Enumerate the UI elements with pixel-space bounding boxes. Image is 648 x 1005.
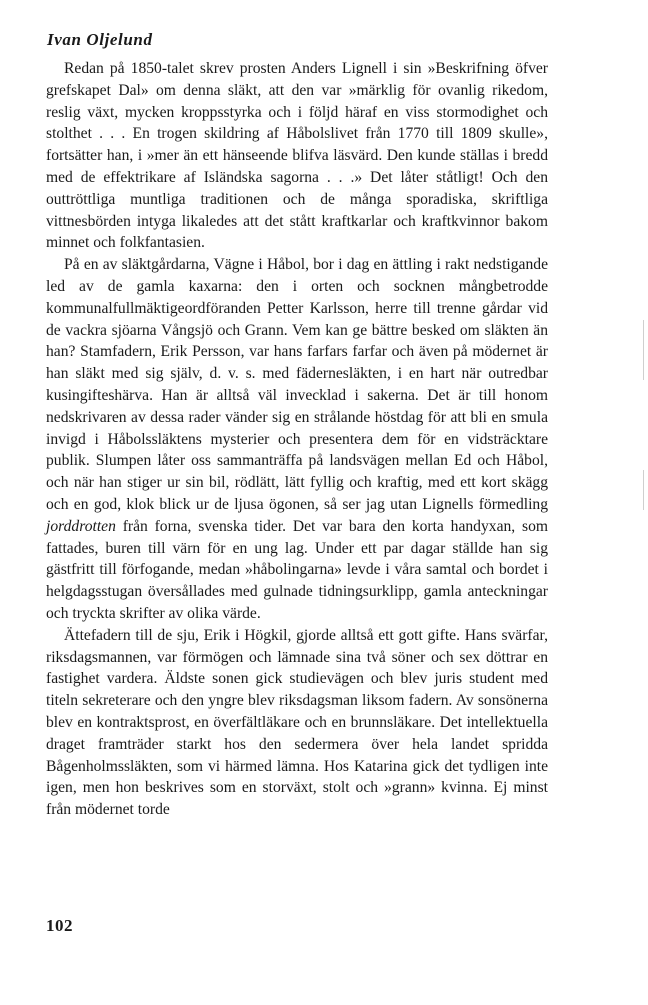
paragraph-2-italic-word: jorddrotten: [46, 517, 116, 535]
paragraph-1: Redan på 1850-talet skrev prosten Anders Lignell i sin »Beskrifning öfver grefskapet Dal» om denna släkt, att den var »märklig för ovanlig rikedom, reslig växt, mycken kroppsstyrka och i följd häraf en viss stormodighet och stolthet . . . En trogen skildring af Håbolslivet från 1770 till 1809 skulle», fortsätter han, i »mer än ett hänseende blifva läsvärd. Den kunde ställas i bredd med de effektrikare af Isländska sagorna . . .» Det låter ståtligt! Och den outtröttliga muntliga traditionen och de många sporadiska, skriftliga vittnesbörden intyga likaledes att det stått kraftkarlar och kraftkvinnor bakom minnet och folkfantasien.: [46, 60, 548, 252]
paragraph-2-text-before: På en av släktgårdarna, Vägne i Håbol, bor i dag en ättling i rakt nedstigande led av de gamla kaxarna: den i orten och socknen mångbetrodde kommunalfullmäktigeordföranden Petter Karlsson, herre till trenne gårdar vid de vackra sjöarna Vångsjö och Grann. Vem kan ge bättre besked om släkten än han? Stamfadern, Erik Persson, var hans farfars farfar och även på mödernet är han släkt med sig själv, d. v. s. med fädernesläkten, i en hart när outredbar kusingifteshärva. Han är alltså väl invecklad i sakerna. Det är till honom nedskrivaren av dessa rader vänder sig en strålande höstdag för att bli en smula invigd i Håbolssläktens mysterier och presentera dem för en vidsträcktare publik. Slumpen låter oss sammanträffa på landsvägen mellan Ed och Håbol, och när han stiger ur sin bil, rödlätt, lätt fyllig och kraftig, med ett kort skägg och en god, klok blick ur de ljusa ögonen, så ser jag utan Lignells förmedling: [46, 256, 548, 513]
scan-edge-mark: [643, 320, 644, 380]
page-number: 102: [46, 916, 73, 935]
paragraph-3: Ättefadern till de sju, Erik i Högkil, gjorde alltså ett gott gifte. Hans svärfar, riksdagsmannen, var förmögen och lämnade sina två söner och sex döttrar en fastighet vardera. Äldste sonen gick studievägen och blev juris student med titeln sekreterare och den yngre blev riksdagsman liksom fadern. Av sonsönerna blev en kontraktsprost, en överfältläkare och en brunnsläkare. Det intellektuella draget framträder starkt hos den sedermera över hela landet spridda Bågenholmssläkten, som vi härmed lämna. Hos Katarina gick det tydligen inte igen, men hon beskrives som en storväxt, stolt och »grann» kvinna. Ej minst från mödernet torde: [46, 626, 548, 819]
paragraph-2-text-after: från forna, svenska tider. Det var bara den korta handyxan, som fattades, buren till värn för en ung lag. Under ett par dagar ställde han sig gästfritt till förfogande, medan »håbolingarna» levde i våra samtal och bordet i helgdagsstugan översållades med gulnade tidningsurklipp, gamla anteckningar och tryckta skrifter av olika värde.: [46, 517, 548, 622]
paragraph-2: [46, 254, 548, 625]
scan-edge-mark: [643, 470, 644, 510]
running-head: Ivan Oljelund: [47, 30, 153, 49]
book-page: [46, 30, 548, 821]
